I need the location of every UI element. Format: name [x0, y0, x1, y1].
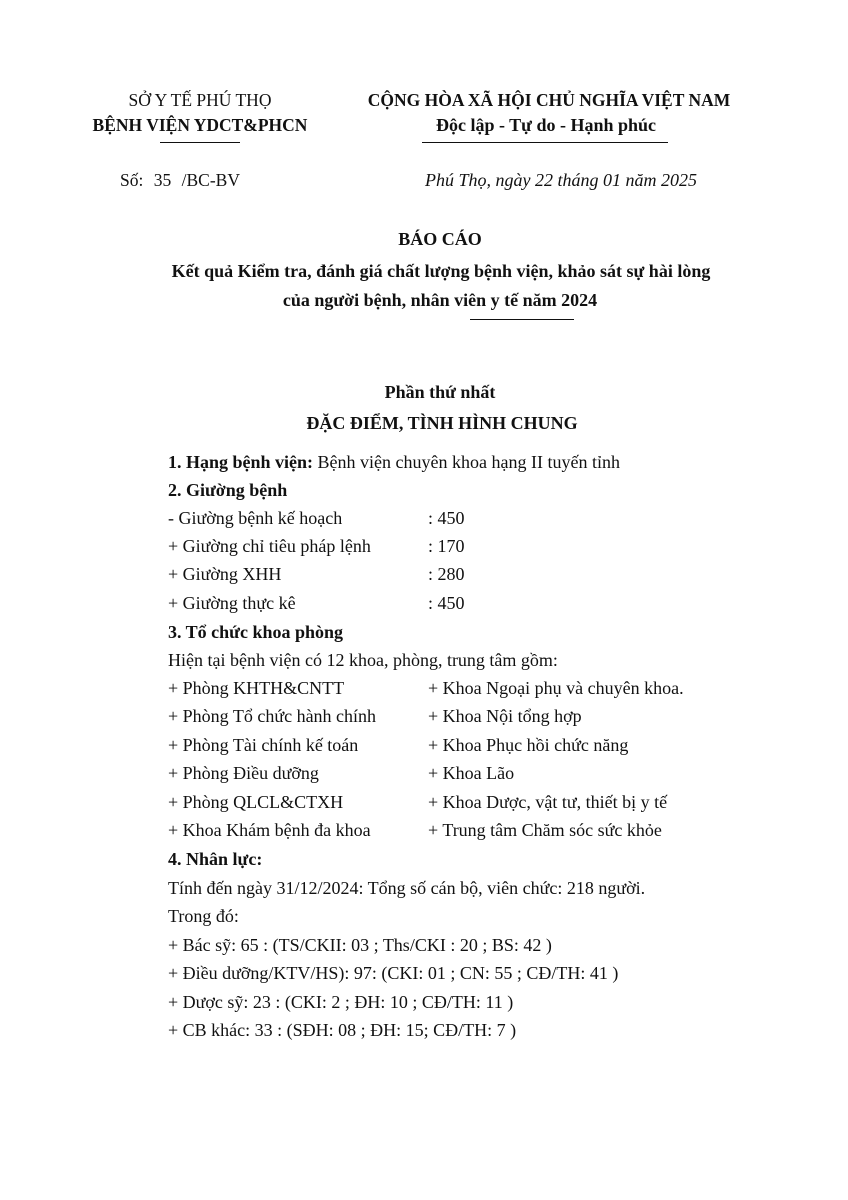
section3-intro: Hiện tại bệnh viện có 12 khoa, phòng, trung tâm gồm: — [168, 650, 558, 670]
dept-right: + Khoa Phục hồi chức năng — [428, 735, 629, 755]
dept-right: + Khoa Dược, vật tư, thiết bị y tế — [428, 792, 668, 812]
section1-line — [168, 452, 620, 473]
bed-row-value: : 170 — [428, 536, 465, 556]
national-title: CỘNG HÒA XÃ HỘI CHỦ NGHĨA VIỆT NAM — [367, 90, 731, 110]
bed-row-value: : 450 — [428, 593, 465, 613]
staff-line: + Bác sỹ: 65 : (TS/CKII: 03 ; Ths/CKI : 20 ; BS: 42 ) — [168, 935, 552, 955]
title-underline — [470, 319, 574, 320]
motto-underline — [422, 142, 668, 143]
section2-heading: 2. Giường bệnh — [168, 480, 288, 500]
section4-heading: 4. Nhân lực: — [168, 849, 263, 869]
dept-right: + Khoa Nội tổng hợp — [428, 706, 582, 726]
dept-right: + Khoa Lão — [428, 763, 515, 783]
bed-row-label: - Giường bệnh kế hoạch — [168, 508, 343, 528]
staff-line: + CB khác: 33 : (SĐH: 08 ; ĐH: 15; CĐ/TH: 7 ) — [168, 1020, 517, 1040]
section1-label: 1. Hạng bệnh viện: — [168, 452, 314, 472]
dept-left: + Phòng QLCL&CTXH — [168, 792, 344, 812]
document-date: Phú Thọ, ngày 22 tháng 01 năm 2025 — [425, 170, 697, 190]
report-title-line1: Kết quả Kiểm tra, đánh giá chất lượng bệnh viện, khảo sát sự hài lòng — [171, 261, 711, 281]
issuer-hospital: BỆNH VIỆN YDCT&PHCN — [92, 115, 308, 135]
section1-value: Bệnh viện chuyên khoa hạng II tuyến tỉnh — [313, 452, 620, 472]
dept-left: + Phòng KHTH&CNTT — [168, 678, 345, 698]
report-title-line2: của người bệnh, nhân viên y tế năm 2024 — [282, 290, 598, 310]
bed-row-label: + Giường XHH — [168, 564, 282, 584]
number-prefix: Số: — [120, 170, 144, 190]
dept-right: + Trung tâm Chăm sóc sức khỏe — [428, 820, 662, 840]
bed-row-label: + Giường chỉ tiêu pháp lệnh — [168, 536, 371, 556]
dept-left: + Phòng Điều dưỡng — [168, 763, 319, 783]
section3-heading: 3. Tổ chức khoa phòng — [168, 622, 344, 642]
bed-row-value: : 450 — [428, 508, 465, 528]
part-label: Phần thứ nhất — [384, 382, 496, 402]
national-motto: Độc lập - Tự do - Hạnh phúc — [435, 115, 657, 135]
number-value: 35 — [153, 170, 172, 190]
dept-left: + Phòng Tổ chức hành chính — [168, 706, 377, 726]
staff-line: + Dược sỹ: 23 : (CKI: 2 ; ĐH: 10 ; CĐ/TH: 11 ) — [168, 992, 514, 1012]
staff-line: + Điều dưỡng/KTV/HS): 97: (CKI: 01 ; CN: 55 ; CĐ/TH: 41 ) — [168, 963, 619, 983]
part-heading: ĐẶC ĐIỂM, TÌNH HÌNH CHUNG — [306, 413, 578, 433]
dept-left: + Khoa Khám bệnh đa khoa — [168, 820, 371, 840]
staff-line: Tính đến ngày 31/12/2024: Tổng số cán bộ, viên chức: 218 người. — [168, 878, 646, 898]
number-suffix: /BC-BV — [181, 170, 240, 190]
dept-right: + Khoa Ngoại phụ và chuyên khoa. — [428, 678, 684, 698]
document-number — [120, 170, 240, 191]
issuer-department: SỞ Y TẾ PHÚ THỌ — [128, 90, 272, 110]
staff-line: Trong đó: — [168, 906, 239, 926]
dept-left: + Phòng Tài chính kế toán — [168, 735, 359, 755]
issuer-underline — [160, 142, 240, 143]
bed-row-value: : 280 — [428, 564, 465, 584]
report-type: BÁO CÁO — [398, 229, 482, 249]
bed-row-label: + Giường thực kê — [168, 593, 296, 613]
